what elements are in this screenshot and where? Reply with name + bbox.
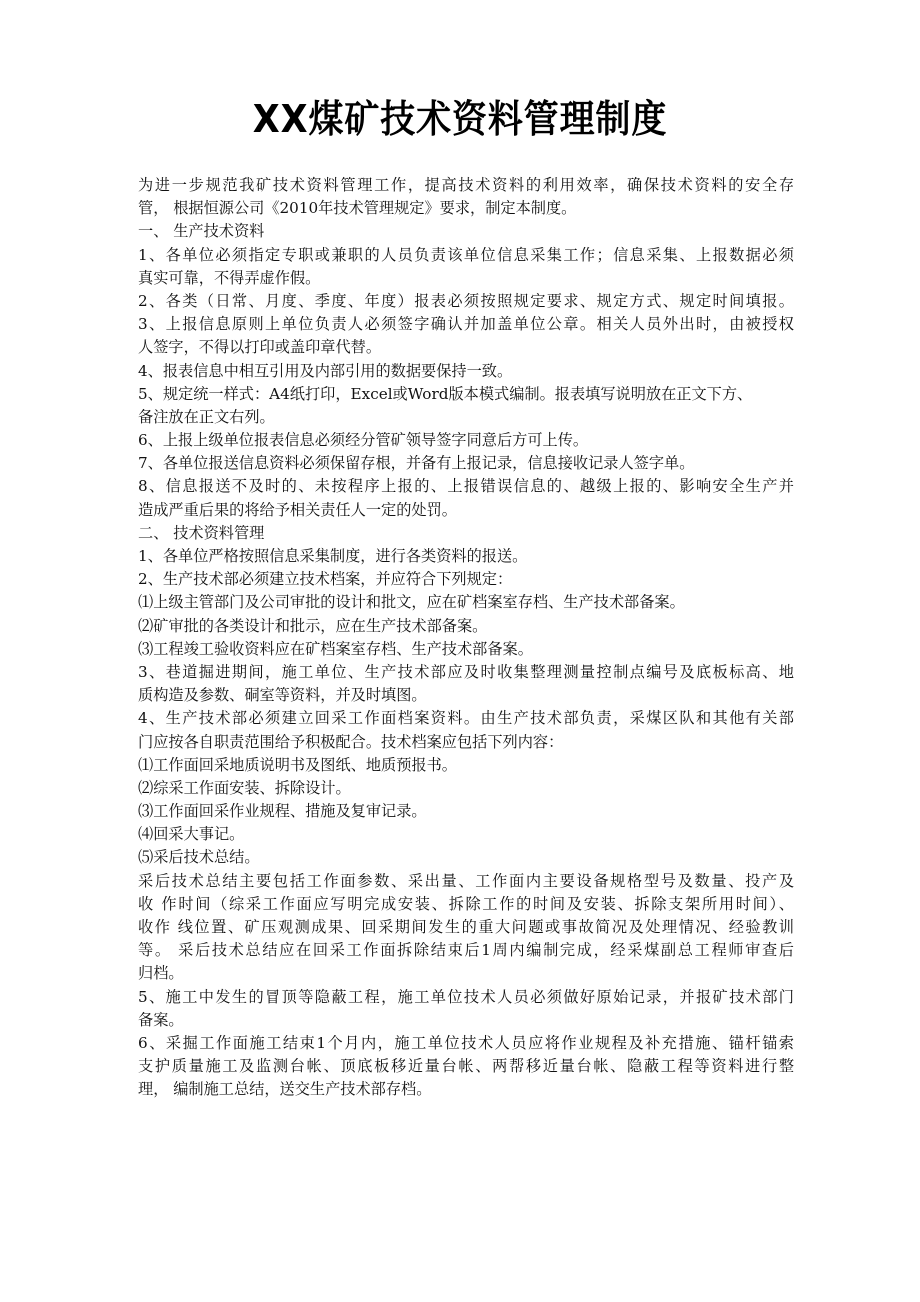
document-line: ⑴上级主管部门及公司审批的设计和批文，应在矿档案室存档、生产技术部备案。: [138, 593, 685, 612]
document-line: ⑵综采工作面安装、拆除设计。: [138, 778, 351, 797]
document-line: 1、各单位严格按照信息采集制度，进行各类资料的报送。: [138, 547, 528, 565]
document-line: 归档。: [138, 964, 184, 983]
document-line: 门应按各自职责范围给予积极配合。技术档案应包括下列内容：: [138, 732, 564, 751]
document-line: 支护质量施工及监测台帐、顶底板移近量台帐、两帮移近量台帐、隐蔽工程等资料进行整: [138, 1057, 794, 1076]
document-line: 理， 编制施工总结，送交生产技术部存档。: [138, 1080, 432, 1099]
document-line: ⑸采后技术总结。: [138, 848, 260, 867]
document-line: ⑴工作面回采地质说明书及图纸、地质预报书。: [138, 755, 457, 774]
document-line: 3、上报信息原则上单位负责人必须签字确认并加盖单位公章。相关人员外出时，由被授权: [138, 315, 794, 334]
document-line: 收 作时间（综采工作面应写明完成安装、拆除工作的时间及安装、拆除支架所用时间）、: [138, 894, 794, 913]
document-line: 备案。: [138, 1010, 184, 1029]
document-line: 4、报表信息中相互引用及内部引用的数据要保持一致。: [138, 361, 513, 380]
document-line: 2、各类（日常、月度、季度、年度）报表必须按照规定要求、规定方式、规定时间填报。: [138, 291, 794, 310]
document-line: 5、规定统一样式：A4纸打印，Excel或Word版本模式编制。报表填写说明放在正文下方、: [138, 384, 753, 403]
document-body: [138, 174, 794, 1102]
document-line: 质构造及参数、硐室等资料，并及时填图。: [138, 686, 427, 705]
document-line: 6、上报上级单位报表信息必须经分管矿领导签字同意后方可上传。: [138, 431, 589, 450]
document-line: 5、施工中发生的冒顶等隐蔽工程，施工单位技术人员必须做好原始记录，并报矿技术部门: [138, 987, 794, 1006]
document-line: 造成严重后果的将给予相关责任人一定的处罚。: [138, 500, 457, 519]
document-line: 人签字，不得以打印或盖印章代替。: [138, 338, 381, 357]
document-line: 1、各单位必须指定专职或兼职的人员负责该单位信息采集工作；信息采集、上报数据必须: [138, 245, 794, 264]
document-line: 2、生产技术部必须建立技术档案，并应符合下列规定：: [138, 570, 513, 589]
document-line: 二、 技术资料管理: [138, 523, 265, 542]
document-line: 为进一步规范我矿技术资料管理工作，提高技术资料的利用效率，确保技术资料的安全存: [138, 176, 794, 194]
document-line: 一、 生产技术资料: [138, 222, 265, 241]
document-line: 真实可靠，不得弄虚作假。: [138, 268, 321, 287]
document-title: XX煤矿技术资料管理制度: [252, 97, 668, 141]
document-line: 备注放在正文右列。: [138, 407, 275, 426]
document-line: 8、信息报送不及时的、未按程序上报的、上报错误信息的、越级上报的、影响安全生产并: [138, 477, 794, 496]
document-line: 6、采掘工作面施工结束1个月内，施工单位技术人员应将作业规程及补充措施、锚杆锚索: [138, 1033, 794, 1052]
document-line: 3、巷道掘进期间，施工单位、生产技术部应及时收集整理测量控制点编号及底板标高、地: [138, 662, 794, 681]
document-line: 7、各单位报送信息资料必须保留存根，并备有上报记录，信息接收记录人签字单。: [138, 454, 695, 473]
document-line: 采后技术总结主要包括工作面参数、采出量、工作面内主要设备规格型号及数量、投产及: [138, 871, 794, 890]
document-line: ⑷回采大事记。: [138, 825, 245, 844]
document-line: 等。 采后技术总结应在回采工作面拆除结束后1周内编制完成，经采煤副总工程师审查后: [138, 941, 794, 960]
document-line: 4、生产技术部必须建立回采工作面档案资料。由生产技术部负责，采煤区队和其他有关部: [138, 709, 794, 728]
document-line: 管， 根据恒源公司《2010年技术管理规定》要求，制定本制度。: [138, 199, 577, 218]
document-line: ⑵矿审批的各类设计和批示，应在生产技术部备案。: [138, 616, 488, 635]
document-line: ⑶工作面回采作业规程、措施及复审记录。: [138, 802, 427, 821]
document-line: ⑶工程竣工验收资料应在矿档案室存档、生产技术部备案。: [138, 639, 533, 658]
document-line: 收作 线位置、矿压观测成果、回采期间发生的重大问题或事故简况及处理情况、经验教训: [138, 918, 794, 936]
